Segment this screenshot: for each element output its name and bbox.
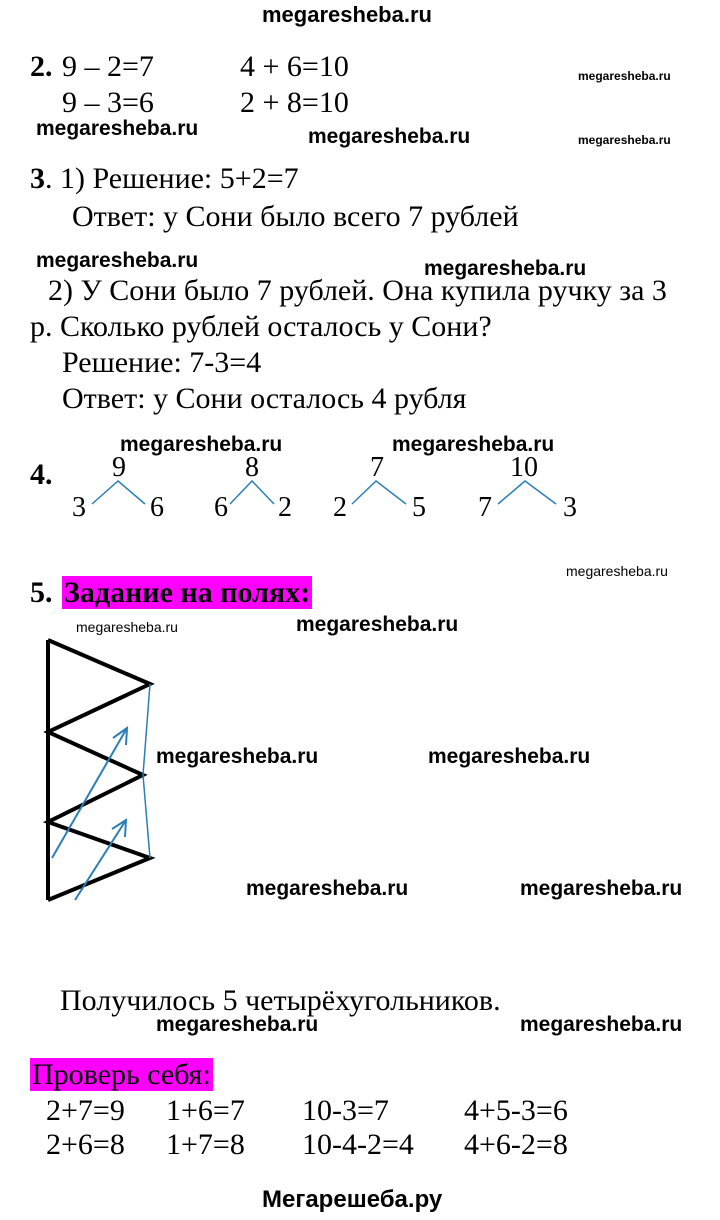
tree-right-8: 2 [278,492,292,523]
check-title [30,1060,213,1090]
watermark: megaresheba.ru [578,133,671,147]
check-r2c3: 10-4-2=4 [302,1128,414,1161]
tree-top-8: 8 [245,452,259,483]
task3-number: 3 [30,162,45,195]
task3-answer1: Ответ: у Сони было всего 7 рублей [72,200,519,233]
watermark: megaresheba.ru [566,563,668,579]
tree-top-7: 7 [370,452,384,483]
tree-lines-9 [92,481,145,504]
tree-right-9: 6 [150,492,164,523]
arrow-line-2 [75,820,126,900]
watermark: megaresheba.ru [36,249,199,272]
shape-figure [48,640,150,900]
task3-problem-line2: р. Сколько рублей осталось у Сони? [30,310,492,343]
arrow-head-1 [113,728,127,745]
watermark: megaresheba.ru [156,1013,319,1036]
task5-number: 5. [30,576,53,609]
watermark: megaresheba.ru [392,433,555,456]
check-title-highlight: Проверь себя: [32,1058,211,1091]
tree-left-9: 3 [72,492,86,523]
check-r1c2: 1+6=7 [166,1094,245,1127]
watermark: megaresheba.ru [36,117,199,140]
task4-number: 4. [30,458,53,491]
watermark: megaresheba.ru [156,745,319,768]
task3-solution1: . 1) Решение: 5+2=7 [45,162,299,195]
task5-title [62,578,312,608]
check-r2c2: 1+7=8 [166,1128,245,1161]
tree-top-10: 10 [510,452,538,483]
tree-left-7: 2 [333,492,347,523]
watermark: megaresheba.ru [428,745,591,768]
task2-eq1: 9 – 2=7 [62,50,154,83]
task3-solution2: Решение: 7-3=4 [62,346,262,379]
task2-number: 2. [30,50,53,83]
watermark: megaresheba.ru [520,877,683,900]
tree-lines-7 [352,481,406,504]
tree-lines-8 [230,481,274,504]
tree-lines-10 [498,481,556,504]
watermark: megaresheba.ru [520,1013,683,1036]
tree-top-9: 9 [112,452,126,483]
check-r2c1: 2+6=8 [46,1128,125,1161]
tree-right-10: 3 [563,492,577,523]
check-r1c4: 4+5-3=6 [464,1094,568,1127]
task2-eq3: 9 – 3=6 [62,86,154,119]
check-r2c4: 4+6-2=8 [464,1128,568,1161]
check-r1c1: 2+7=9 [46,1094,125,1127]
task3-problem-line1: 2) У Сони было 7 рублей. Она купила ручку за 3 [48,274,667,307]
watermark: megaresheba.ru [246,877,409,900]
tree-right-7: 5 [412,492,426,523]
watermark: megaresheba.ru [120,433,283,456]
task5-title-highlight: Задание на полях: [64,576,311,609]
task3-answer2: Ответ: у Сони осталось 4 рубля [62,382,467,415]
page-header: megaresheba.ru [262,2,432,27]
watermark: megaresheba.ru [308,125,471,148]
page-footer: Мегарешеба.ру [262,1186,443,1213]
thin-right-line [143,684,150,858]
watermark: megaresheba.ru [296,613,459,636]
watermark: megaresheba.ru [76,619,178,635]
watermark: megaresheba.ru [578,69,671,83]
task2-eq2: 4 + 6=10 [240,50,349,83]
check-r1c3: 10-3=7 [302,1094,389,1127]
task2-eq4: 2 + 8=10 [240,86,349,119]
task5-result: Получилось 5 четырёхугольников. [60,984,501,1017]
tree-left-8: 6 [214,492,228,523]
tree-left-10: 7 [478,492,492,523]
watermark: megaresheba.ru [424,257,587,280]
